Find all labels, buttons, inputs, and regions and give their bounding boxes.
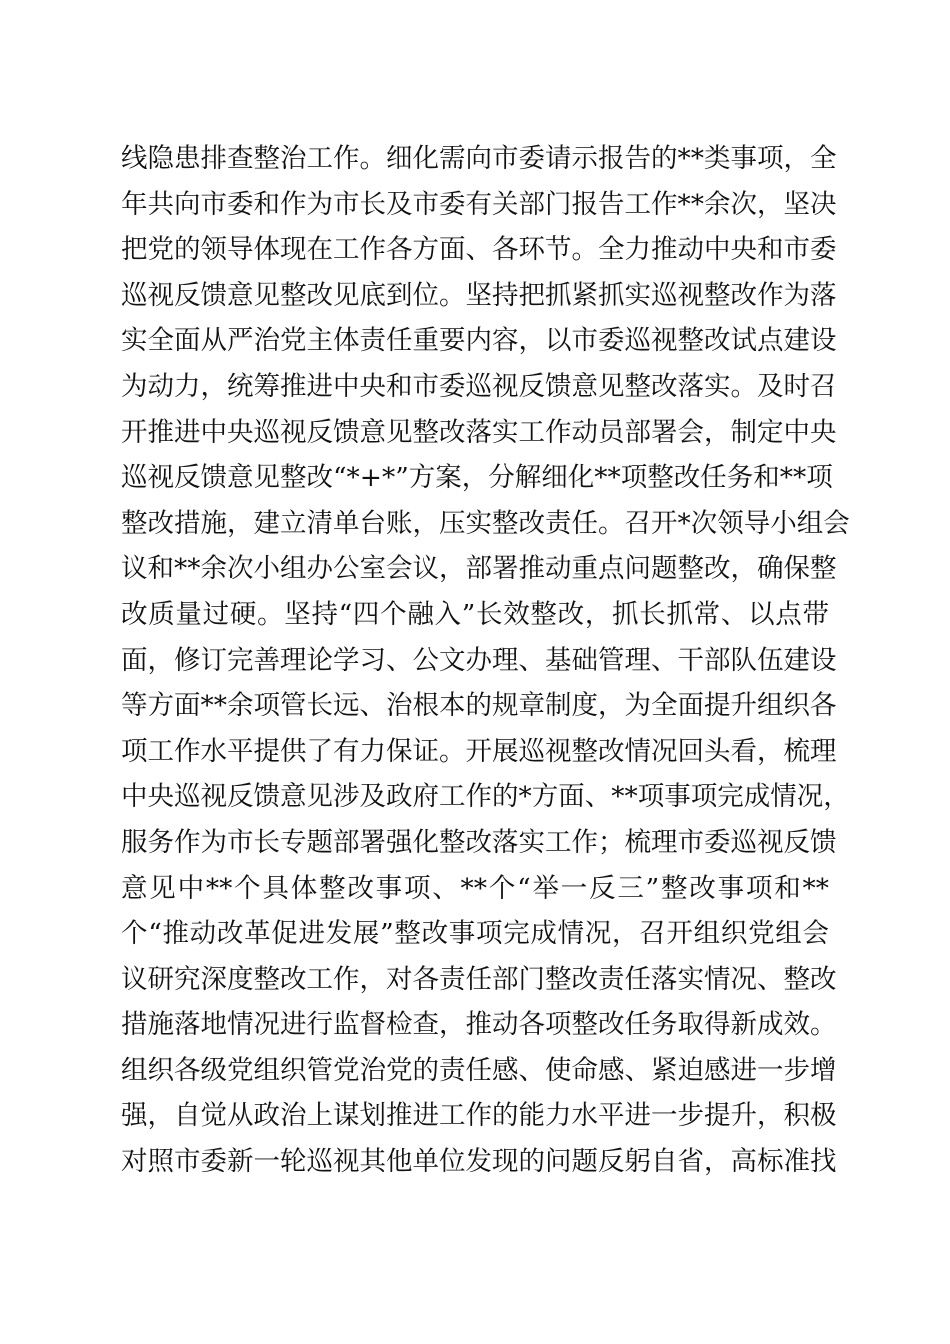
text-line-6: 为动力，统筹推进中央和市委巡视反馈意见整改落实。及时召 xyxy=(121,370,837,402)
text-line-4: 巡视反馈意见整改见底到位。坚持把抓紧抓实巡视整改作为落 xyxy=(121,279,837,311)
text-line-5: 实全面从严治党主体责任重要内容，以市委巡视整改试点建设 xyxy=(121,325,837,357)
text-line-12: 面，修订完善理论学习、公文办理、基础管理、干部队伍建设 xyxy=(121,644,837,676)
text-line-1: 线隐患排查整治工作。细化需向市委请示报告的**类事项，全 xyxy=(121,143,837,174)
text-line-7: 开推进中央巡视反馈意见整改落实工作动员部署会，制定中央 xyxy=(121,416,837,448)
text-line-23: 对照市委新一轮巡视其他单位发现的问题反躬自省，高标准找 xyxy=(121,1146,837,1178)
text-line-20: 措施落地情况进行监督检查，推动各项整改任务取得新成效。 xyxy=(121,1009,837,1041)
text-line-3: 把党的领导体现在工作各方面、各环节。全力推动中央和市委 xyxy=(121,234,837,266)
text-line-14: 项工作水平提供了有力保证。开展巡视整改情况回头看，梳理 xyxy=(121,735,837,767)
text-line-18: 个“推动改革促进发展”整改事项完成情况，召开组织党组会 xyxy=(121,918,829,950)
text-line-17: 意见中**个具体整改事项、**个“举一反三”整改事项和** xyxy=(121,872,829,904)
text-line-8: 巡视反馈意见整改“*+*”方案，分解细化**项整改任务和**项 xyxy=(121,462,833,494)
text-line-19: 议研究深度整改工作，对各责任部门整改责任落实情况、整改 xyxy=(121,963,837,995)
text-line-2: 年共向市委和作为市长及市委有关部门报告工作**余次，坚决 xyxy=(121,188,837,220)
text-line-16: 服务作为市长专题部署强化整改落实工作；梳理市委巡视反馈 xyxy=(121,826,837,858)
body-paragraph xyxy=(121,136,850,1185)
text-line-11: 改质量过硬。坚持“四个融入”长效整改，抓长抓常、以点带 xyxy=(121,598,829,630)
text-line-22: 强，自觉从政治上谋划推进工作的能力水平进一步提升，积极 xyxy=(121,1100,837,1132)
text-line-9: 整改措施，建立清单台账，压实整改责任。召开*次领导小组会 xyxy=(121,507,850,539)
text-line-10: 议和**余次小组办公室会议，部署推动重点问题整改，确保整 xyxy=(121,553,837,585)
text-line-13: 等方面**余项管长远、治根本的规章制度，为全面提升组织各 xyxy=(121,690,837,722)
text-line-21: 组织各级党组织管党治党的责任感、使命感、紧迫感进一步增 xyxy=(121,1054,837,1086)
text-line-15: 中央巡视反馈意见涉及政府工作的*方面、**项事项完成情况， xyxy=(121,781,850,813)
